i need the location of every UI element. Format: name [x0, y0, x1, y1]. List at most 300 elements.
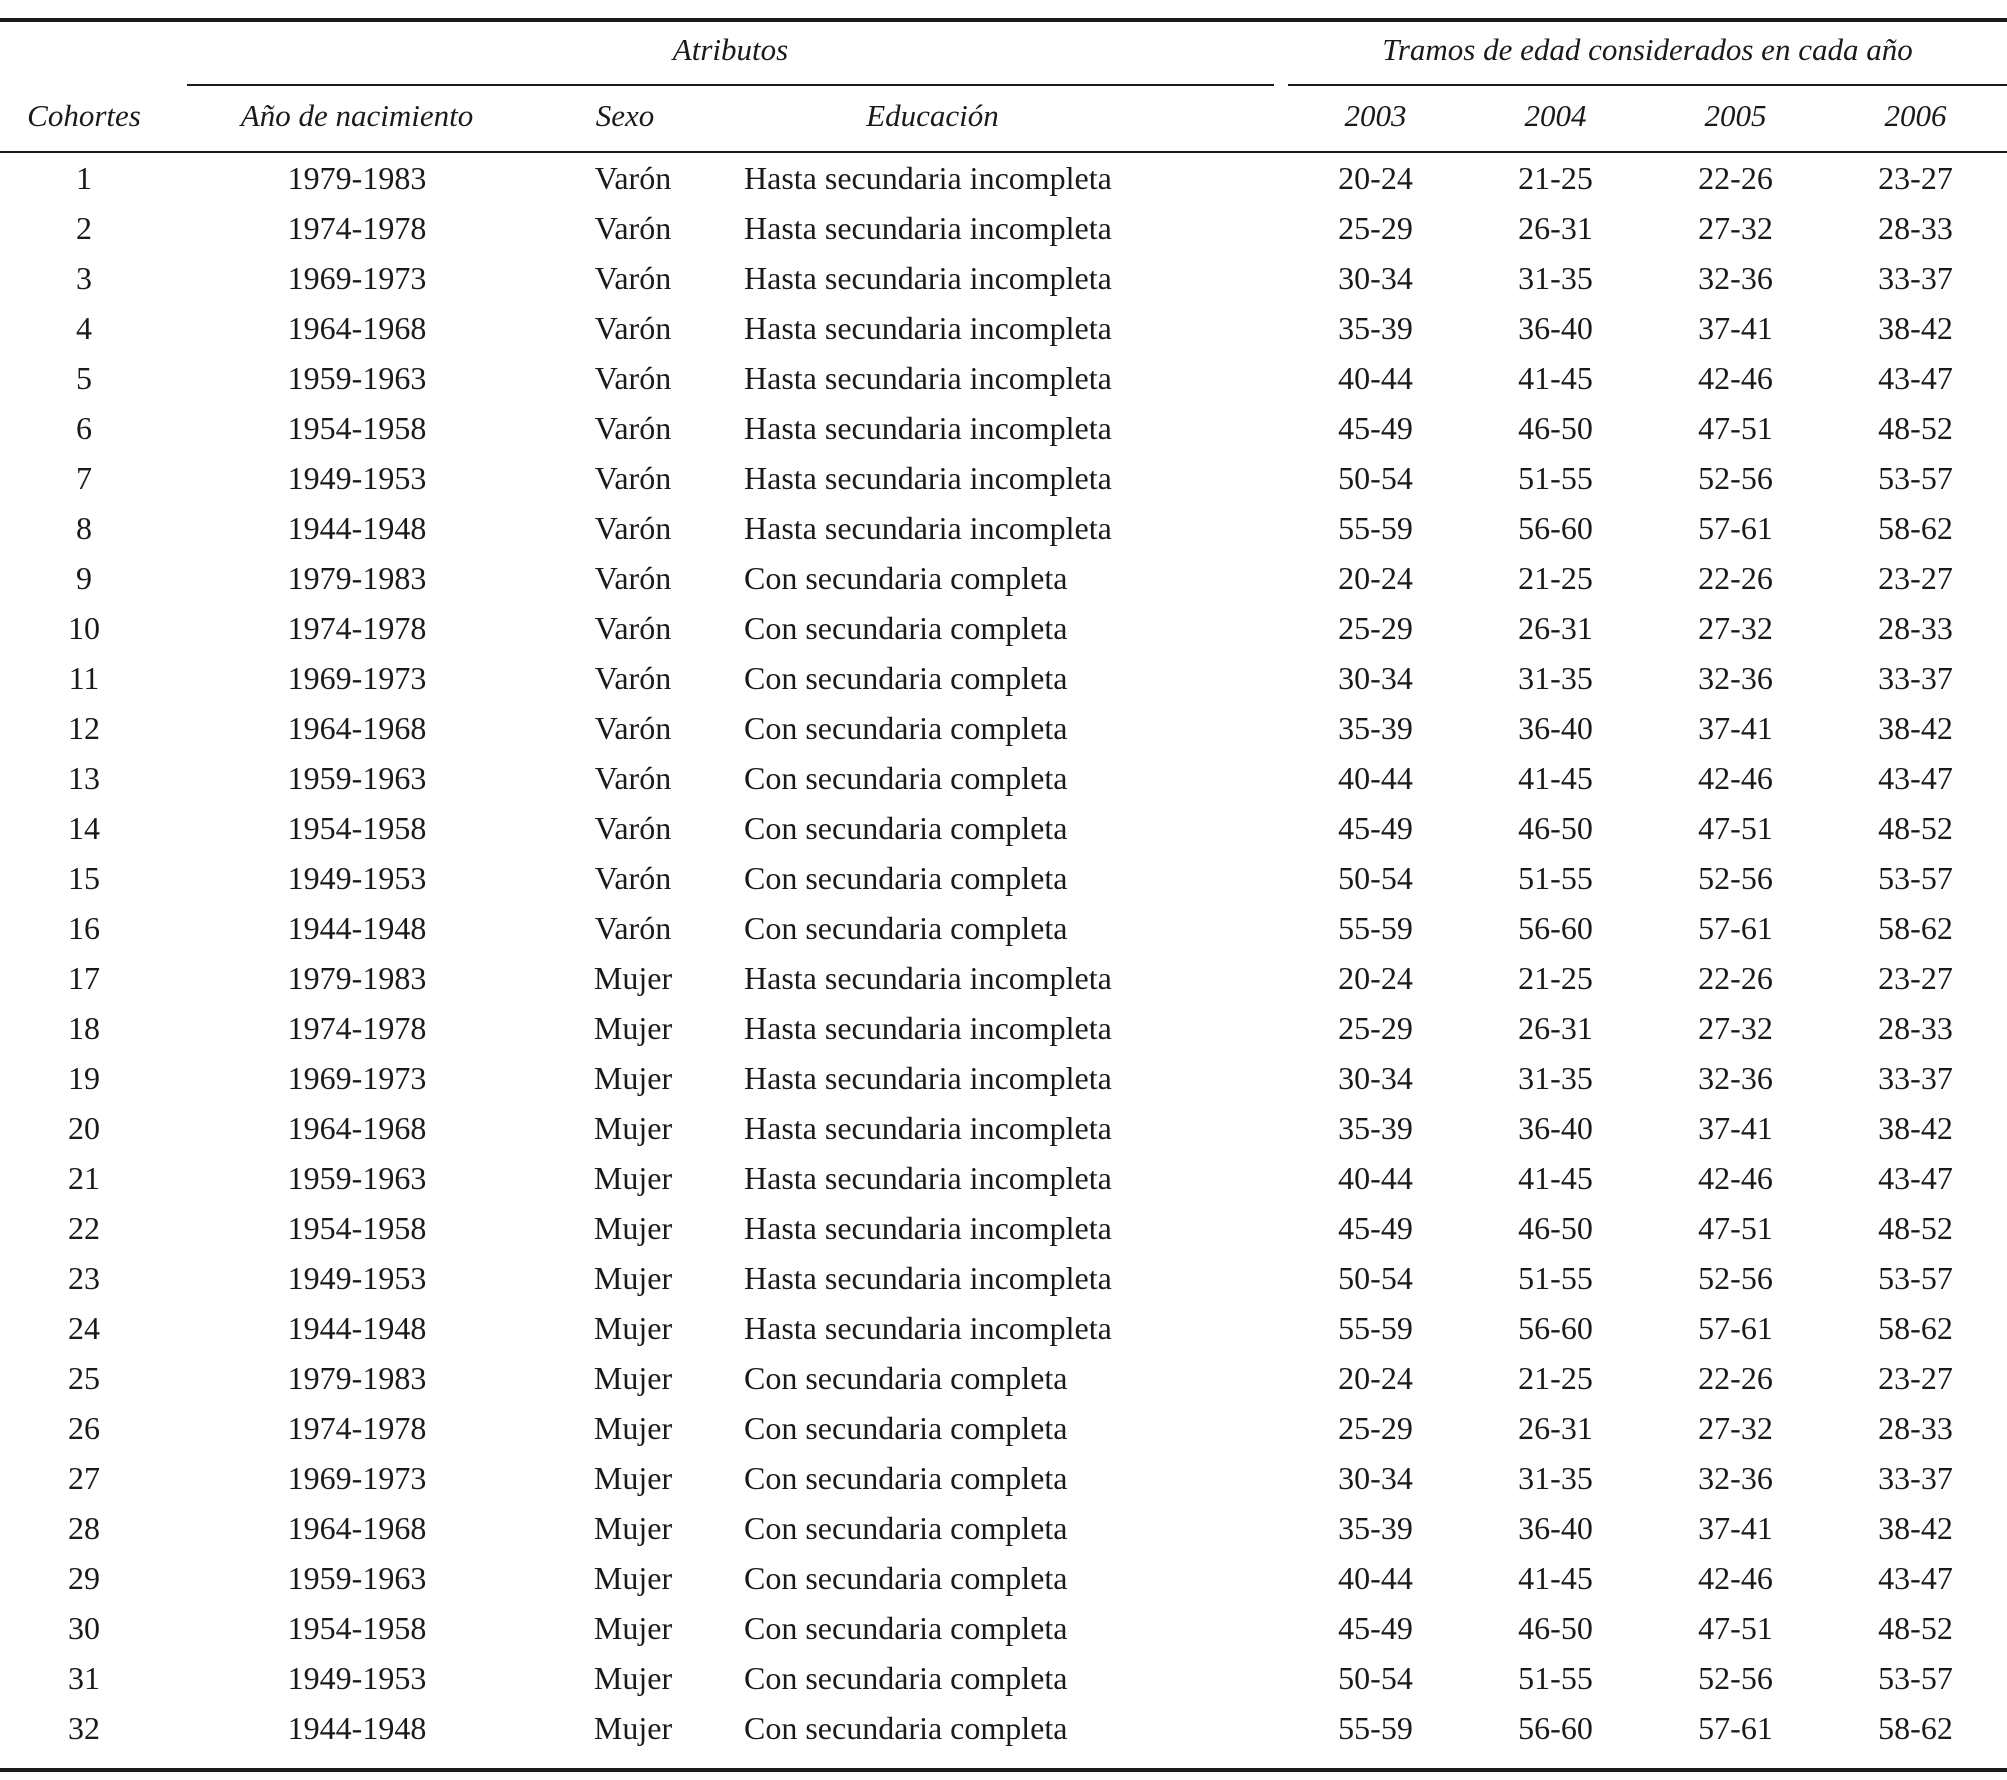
tramo-2004-cell: 51-55	[1518, 1660, 1593, 1696]
sexo-cell: Varón	[594, 410, 672, 446]
sexo-cell: Mujer	[593, 1310, 673, 1346]
tramo-2006-cell: 28-33	[1878, 1010, 1953, 1046]
cohorte-cell: 31	[68, 1660, 100, 1696]
tramo-2005-cell: 22-26	[1698, 960, 1773, 996]
tramo-2005-cell: 57-61	[1698, 1710, 1773, 1746]
tramo-2006-cell: 28-33	[1878, 1410, 1953, 1446]
cohorte-cell: 28	[68, 1510, 100, 1546]
tramo-2004-cell: 21-25	[1518, 160, 1593, 196]
educacion-cell: Hasta secundaria incompleta	[744, 260, 1112, 296]
educacion-cell: Hasta secundaria incompleta	[744, 1210, 1112, 1246]
table-row	[0, 508, 2007, 558]
tramo-2004-cell: 46-50	[1518, 1610, 1593, 1646]
cohorte-cell: 1	[76, 160, 92, 196]
anio-nacimiento-cell: 1949-1953	[287, 1660, 427, 1696]
tramo-2004-cell: 41-45	[1518, 360, 1593, 396]
cohorte-cell: 11	[68, 660, 100, 696]
table-row	[0, 1658, 2007, 1708]
tramo-2004-cell: 36-40	[1518, 1110, 1593, 1146]
tramo-2006-cell: 33-37	[1878, 1060, 1953, 1096]
tramo-2004-cell: 51-55	[1518, 860, 1593, 896]
table-bottom-rule	[0, 1768, 2007, 1772]
tramo-2004-cell: 56-60	[1518, 1710, 1593, 1746]
tramo-2005-cell: 52-56	[1698, 1660, 1773, 1696]
tramo-2006-cell: 48-52	[1878, 1610, 1953, 1646]
tramo-2004-cell: 41-45	[1518, 1160, 1593, 1196]
tramo-2005-cell: 47-51	[1698, 810, 1773, 846]
tramo-2003-cell: 55-59	[1338, 1710, 1413, 1746]
tramo-2005-cell: 47-51	[1698, 410, 1773, 446]
anio-nacimiento-cell: 1969-1973	[287, 1460, 427, 1496]
educacion-cell: Con secundaria completa	[744, 560, 1068, 596]
tramo-2005-cell: 57-61	[1698, 910, 1773, 946]
educacion-cell: Con secundaria completa	[744, 1560, 1068, 1596]
tramo-2004-cell: 46-50	[1518, 1210, 1593, 1246]
educacion-cell: Con secundaria completa	[744, 760, 1068, 796]
column-header-2003: 2003	[1344, 98, 1407, 133]
anio-nacimiento-cell: 1944-1948	[287, 910, 427, 946]
tramo-2005-cell: 37-41	[1698, 1110, 1773, 1146]
tramo-2005-cell: 42-46	[1698, 1560, 1773, 1596]
tramo-2005-cell: 52-56	[1698, 860, 1773, 896]
table-row	[0, 408, 2007, 458]
tramo-2003-cell: 20-24	[1338, 160, 1413, 196]
cohorte-cell: 14	[68, 810, 100, 846]
tramo-2003-cell: 50-54	[1338, 460, 1413, 496]
tramo-2006-cell: 43-47	[1878, 760, 1953, 796]
tramo-2003-cell: 45-49	[1338, 810, 1413, 846]
cohorte-cell: 13	[68, 760, 100, 796]
educacion-cell: Hasta secundaria incompleta	[744, 960, 1112, 996]
table-row	[0, 1058, 2007, 1108]
anio-nacimiento-cell: 1944-1948	[287, 510, 427, 546]
tramo-2004-cell: 36-40	[1518, 1510, 1593, 1546]
tramo-2004-cell: 31-35	[1518, 260, 1593, 296]
tramo-2006-cell: 53-57	[1878, 1660, 1953, 1696]
tramo-2006-cell: 23-27	[1878, 160, 1953, 196]
anio-nacimiento-cell: 1979-1983	[287, 1360, 427, 1396]
tramo-2006-cell: 43-47	[1878, 360, 1953, 396]
tramo-2006-cell: 43-47	[1878, 1160, 1953, 1196]
anio-nacimiento-cell: 1949-1953	[287, 1260, 427, 1296]
educacion-cell: Hasta secundaria incompleta	[744, 1060, 1112, 1096]
table-row	[0, 258, 2007, 308]
table-row	[0, 1108, 2007, 1158]
tramo-2006-cell: 28-33	[1878, 610, 1953, 646]
tramo-2006-cell: 48-52	[1878, 810, 1953, 846]
sexo-cell: Mujer	[593, 1660, 673, 1696]
anio-nacimiento-cell: 1959-1963	[287, 760, 427, 796]
tramo-2005-cell: 22-26	[1698, 160, 1773, 196]
tramo-2006-cell: 48-52	[1878, 410, 1953, 446]
column-header-cohortes: Cohortes	[27, 98, 141, 133]
cohorte-cell: 26	[68, 1410, 100, 1446]
tramo-2004-cell: 26-31	[1518, 1410, 1593, 1446]
tramo-2005-cell: 27-32	[1698, 1410, 1773, 1446]
tramo-2003-cell: 25-29	[1338, 1010, 1413, 1046]
tramo-2006-cell: 43-47	[1878, 1560, 1953, 1596]
cohorte-cell: 22	[68, 1210, 100, 1246]
header-bottom-rule	[0, 151, 2007, 153]
tramo-2003-cell: 50-54	[1338, 1260, 1413, 1296]
educacion-cell: Con secundaria completa	[744, 1510, 1068, 1546]
sexo-cell: Varón	[594, 210, 672, 246]
educacion-cell: Con secundaria completa	[744, 1710, 1068, 1746]
cohorte-cell: 16	[68, 910, 100, 946]
educacion-cell: Hasta secundaria incompleta	[744, 410, 1112, 446]
tramo-2003-cell: 35-39	[1338, 1110, 1413, 1146]
tramo-2003-cell: 30-34	[1338, 1060, 1413, 1096]
sexo-cell: Mujer	[593, 1360, 673, 1396]
tramo-2005-cell: 27-32	[1698, 1010, 1773, 1046]
tramo-2006-cell: 33-37	[1878, 660, 1953, 696]
tramo-2004-cell: 31-35	[1518, 660, 1593, 696]
tramo-2004-cell: 41-45	[1518, 1560, 1593, 1596]
tramo-2006-cell: 53-57	[1878, 460, 1953, 496]
anio-nacimiento-cell: 1964-1968	[287, 1110, 427, 1146]
sexo-cell: Mujer	[593, 1110, 673, 1146]
table-row	[0, 708, 2007, 758]
tramo-2004-cell: 51-55	[1518, 460, 1593, 496]
tramo-2006-cell: 38-42	[1878, 1110, 1953, 1146]
anio-nacimiento-cell: 1959-1963	[287, 1560, 427, 1596]
tramo-2003-cell: 45-49	[1338, 410, 1413, 446]
educacion-cell: Con secundaria completa	[744, 910, 1068, 946]
table-row	[0, 858, 2007, 908]
tramo-2005-cell: 22-26	[1698, 1360, 1773, 1396]
tramo-2005-cell: 22-26	[1698, 560, 1773, 596]
tramo-2006-cell: 23-27	[1878, 560, 1953, 596]
sexo-cell: Varón	[594, 910, 672, 946]
tramo-2003-cell: 55-59	[1338, 910, 1413, 946]
table-top-rule	[0, 18, 2007, 22]
tramo-2006-cell: 53-57	[1878, 1260, 1953, 1296]
tramo-2005-cell: 32-36	[1698, 1060, 1773, 1096]
table-row	[0, 758, 2007, 808]
tramo-2004-cell: 36-40	[1518, 310, 1593, 346]
table-row	[0, 1708, 2007, 1758]
cohorte-cell: 19	[68, 1060, 100, 1096]
group-header-atributos: Atributos	[672, 32, 789, 67]
sexo-cell: Mujer	[593, 1510, 673, 1546]
tramo-2005-cell: 32-36	[1698, 260, 1773, 296]
tramo-2003-cell: 50-54	[1338, 1660, 1413, 1696]
cohorte-cell: 8	[76, 510, 92, 546]
anio-nacimiento-cell: 1979-1983	[287, 960, 427, 996]
tramo-2005-cell: 47-51	[1698, 1610, 1773, 1646]
table-row	[0, 1258, 2007, 1308]
tramo-2006-cell: 33-37	[1878, 260, 1953, 296]
educacion-cell: Hasta secundaria incompleta	[744, 360, 1112, 396]
tramo-2004-cell: 26-31	[1518, 1010, 1593, 1046]
tramo-2004-cell: 56-60	[1518, 510, 1593, 546]
sexo-cell: Mujer	[593, 1560, 673, 1596]
tramo-2005-cell: 37-41	[1698, 310, 1773, 346]
tramo-2003-cell: 35-39	[1338, 310, 1413, 346]
sexo-cell: Varón	[594, 310, 672, 346]
cohorte-cell: 15	[68, 860, 100, 896]
tramo-2004-cell: 26-31	[1518, 610, 1593, 646]
tramo-2005-cell: 57-61	[1698, 1310, 1773, 1346]
tramo-2003-cell: 35-39	[1338, 1510, 1413, 1546]
tramo-2004-cell: 21-25	[1518, 1360, 1593, 1396]
anio-nacimiento-cell: 1954-1958	[287, 810, 427, 846]
anio-nacimiento-cell: 1969-1973	[287, 660, 427, 696]
tramo-2003-cell: 25-29	[1338, 210, 1413, 246]
tramo-2004-cell: 41-45	[1518, 760, 1593, 796]
table-row	[0, 358, 2007, 408]
table-row	[0, 158, 2007, 208]
sexo-cell: Varón	[594, 610, 672, 646]
anio-nacimiento-cell: 1969-1973	[287, 1060, 427, 1096]
anio-nacimiento-cell: 1979-1983	[287, 560, 427, 596]
educacion-cell: Con secundaria completa	[744, 1660, 1068, 1696]
tramo-2006-cell: 58-62	[1878, 510, 1953, 546]
anio-nacimiento-cell: 1964-1968	[287, 1510, 427, 1546]
column-header-2006: 2006	[1884, 98, 1947, 133]
column-header-sexo: Sexo	[595, 98, 655, 133]
educacion-cell: Hasta secundaria incompleta	[744, 1310, 1112, 1346]
sexo-cell: Varón	[594, 510, 672, 546]
table-row	[0, 658, 2007, 708]
sexo-cell: Varón	[594, 710, 672, 746]
tramo-2005-cell: 32-36	[1698, 1460, 1773, 1496]
anio-nacimiento-cell: 1979-1983	[287, 160, 427, 196]
anio-nacimiento-cell: 1964-1968	[287, 310, 427, 346]
tramo-2006-cell: 48-52	[1878, 1210, 1953, 1246]
column-header-2004: 2004	[1524, 98, 1587, 133]
tramo-2005-cell: 57-61	[1698, 510, 1773, 546]
table-row	[0, 1508, 2007, 1558]
educacion-cell: Hasta secundaria incompleta	[744, 310, 1112, 346]
tramo-2006-cell: 38-42	[1878, 310, 1953, 346]
table-row	[0, 1158, 2007, 1208]
table-row	[0, 1408, 2007, 1458]
cohorte-cell: 7	[76, 460, 92, 496]
tramos-span-rule	[1288, 84, 2007, 86]
sexo-cell: Varón	[594, 660, 672, 696]
educacion-cell: Con secundaria completa	[744, 1360, 1068, 1396]
column-header-anio-nacimiento: Año de nacimiento	[240, 98, 474, 133]
table-row	[0, 1608, 2007, 1658]
educacion-cell: Con secundaria completa	[744, 810, 1068, 846]
educacion-cell: Con secundaria completa	[744, 710, 1068, 746]
sexo-cell: Mujer	[593, 960, 673, 996]
tramo-2003-cell: 55-59	[1338, 1310, 1413, 1346]
educacion-cell: Con secundaria completa	[744, 660, 1068, 696]
tramo-2003-cell: 45-49	[1338, 1210, 1413, 1246]
anio-nacimiento-cell: 1964-1968	[287, 710, 427, 746]
tramo-2004-cell: 21-25	[1518, 960, 1593, 996]
tramo-2004-cell: 26-31	[1518, 210, 1593, 246]
cohorte-cell: 20	[68, 1110, 100, 1146]
cohorte-cell: 17	[68, 960, 100, 996]
sexo-cell: Varón	[594, 160, 672, 196]
anio-nacimiento-cell: 1974-1978	[287, 610, 427, 646]
tramo-2004-cell: 46-50	[1518, 410, 1593, 446]
tramo-2005-cell: 42-46	[1698, 1160, 1773, 1196]
educacion-cell: Hasta secundaria incompleta	[744, 1110, 1112, 1146]
tramo-2005-cell: 47-51	[1698, 1210, 1773, 1246]
tramo-2003-cell: 45-49	[1338, 1610, 1413, 1646]
table-row	[0, 458, 2007, 508]
tramo-2003-cell: 25-29	[1338, 610, 1413, 646]
sexo-cell: Mujer	[593, 1710, 673, 1746]
cohorte-cell: 6	[76, 410, 92, 446]
cohorte-cell: 24	[68, 1310, 100, 1346]
sexo-cell: Mujer	[593, 1460, 673, 1496]
cohorte-cell: 25	[68, 1360, 100, 1396]
educacion-cell: Hasta secundaria incompleta	[744, 1160, 1112, 1196]
cohorte-cell: 30	[68, 1610, 100, 1646]
anio-nacimiento-cell: 1974-1978	[287, 1010, 427, 1046]
tramo-2003-cell: 40-44	[1338, 360, 1413, 396]
anio-nacimiento-cell: 1944-1948	[287, 1710, 427, 1746]
sexo-cell: Mujer	[593, 1060, 673, 1096]
educacion-cell: Hasta secundaria incompleta	[744, 1010, 1112, 1046]
educacion-cell: Con secundaria completa	[744, 1610, 1068, 1646]
tramo-2004-cell: 31-35	[1518, 1060, 1593, 1096]
educacion-cell: Con secundaria completa	[744, 1410, 1068, 1446]
tramo-2005-cell: 52-56	[1698, 460, 1773, 496]
cohorte-cell: 3	[76, 260, 92, 296]
column-header-2005: 2005	[1704, 98, 1767, 133]
cohorte-cell: 9	[76, 560, 92, 596]
tramo-2004-cell: 56-60	[1518, 910, 1593, 946]
table-row	[0, 1308, 2007, 1358]
cohorte-cell: 29	[68, 1560, 100, 1596]
table-row	[0, 608, 2007, 658]
tramo-2004-cell: 21-25	[1518, 560, 1593, 596]
table-row	[0, 1008, 2007, 1058]
atributos-span-rule	[187, 84, 1274, 86]
cohorte-cell: 32	[68, 1710, 100, 1746]
tramo-2003-cell: 50-54	[1338, 860, 1413, 896]
table-row	[0, 808, 2007, 858]
tramo-2006-cell: 23-27	[1878, 960, 1953, 996]
anio-nacimiento-cell: 1949-1953	[287, 460, 427, 496]
table-row	[0, 558, 2007, 608]
tramo-2003-cell: 20-24	[1338, 1360, 1413, 1396]
column-header-educacion: Educación	[866, 98, 999, 133]
tramo-2006-cell: 38-42	[1878, 710, 1953, 746]
educacion-cell: Con secundaria completa	[744, 610, 1068, 646]
cohorte-cell: 10	[68, 610, 100, 646]
sexo-cell: Varón	[594, 360, 672, 396]
sexo-cell: Varón	[594, 260, 672, 296]
educacion-cell: Hasta secundaria incompleta	[744, 160, 1112, 196]
tramo-2004-cell: 46-50	[1518, 810, 1593, 846]
educacion-cell: Hasta secundaria incompleta	[744, 510, 1112, 546]
tramo-2004-cell: 51-55	[1518, 1260, 1593, 1296]
tramo-2003-cell: 40-44	[1338, 1160, 1413, 1196]
tramo-2003-cell: 40-44	[1338, 760, 1413, 796]
tramo-2005-cell: 42-46	[1698, 760, 1773, 796]
tramo-2003-cell: 30-34	[1338, 660, 1413, 696]
educacion-cell: Hasta secundaria incompleta	[744, 460, 1112, 496]
anio-nacimiento-cell: 1959-1963	[287, 1160, 427, 1196]
table-body	[0, 158, 2007, 1758]
cohorte-cell: 27	[68, 1460, 100, 1496]
cohorte-cell: 18	[68, 1010, 100, 1046]
anio-nacimiento-cell: 1959-1963	[287, 360, 427, 396]
table-row	[0, 1208, 2007, 1258]
tramo-2004-cell: 31-35	[1518, 1460, 1593, 1496]
tramo-2003-cell: 20-24	[1338, 960, 1413, 996]
sexo-cell: Mujer	[593, 1260, 673, 1296]
anio-nacimiento-cell: 1949-1953	[287, 860, 427, 896]
tramo-2006-cell: 23-27	[1878, 1360, 1953, 1396]
tramo-2004-cell: 56-60	[1518, 1310, 1593, 1346]
sexo-cell: Varón	[594, 810, 672, 846]
cohorte-cell: 5	[76, 360, 92, 396]
anio-nacimiento-cell: 1954-1958	[287, 1210, 427, 1246]
educacion-cell: Hasta secundaria incompleta	[744, 210, 1112, 246]
table-row	[0, 1558, 2007, 1608]
tramo-2006-cell: 33-37	[1878, 1460, 1953, 1496]
tramo-2006-cell: 38-42	[1878, 1510, 1953, 1546]
sexo-cell: Mujer	[593, 1010, 673, 1046]
tramo-2005-cell: 32-36	[1698, 660, 1773, 696]
educacion-cell: Con secundaria completa	[744, 1460, 1068, 1496]
tramo-2003-cell: 25-29	[1338, 1410, 1413, 1446]
tramo-2003-cell: 55-59	[1338, 510, 1413, 546]
tramo-2004-cell: 36-40	[1518, 710, 1593, 746]
anio-nacimiento-cell: 1954-1958	[287, 410, 427, 446]
tramo-2005-cell: 52-56	[1698, 1260, 1773, 1296]
group-header-tramos: Tramos de edad considerados en cada año	[1382, 32, 1913, 67]
educacion-cell: Con secundaria completa	[744, 860, 1068, 896]
cohorte-cell: 23	[68, 1260, 100, 1296]
cohorte-cell: 12	[68, 710, 100, 746]
anio-nacimiento-cell: 1974-1978	[287, 210, 427, 246]
tramo-2006-cell: 58-62	[1878, 910, 1953, 946]
tramo-2005-cell: 27-32	[1698, 610, 1773, 646]
tramo-2003-cell: 35-39	[1338, 710, 1413, 746]
tramo-2006-cell: 58-62	[1878, 1710, 1953, 1746]
tramo-2005-cell: 27-32	[1698, 210, 1773, 246]
sexo-cell: Varón	[594, 860, 672, 896]
anio-nacimiento-cell: 1974-1978	[287, 1410, 427, 1446]
sexo-cell: Varón	[594, 560, 672, 596]
table-row	[0, 208, 2007, 258]
tramo-2003-cell: 20-24	[1338, 560, 1413, 596]
sexo-cell: Varón	[594, 760, 672, 796]
tramo-2006-cell: 28-33	[1878, 210, 1953, 246]
table-row	[0, 958, 2007, 1008]
cohorte-cell: 21	[68, 1160, 100, 1196]
tramo-2003-cell: 30-34	[1338, 1460, 1413, 1496]
sexo-cell: Mujer	[593, 1610, 673, 1646]
sexo-cell: Mujer	[593, 1210, 673, 1246]
anio-nacimiento-cell: 1954-1958	[287, 1610, 427, 1646]
tramo-2003-cell: 30-34	[1338, 260, 1413, 296]
tramo-2005-cell: 37-41	[1698, 1510, 1773, 1546]
tramo-2005-cell: 37-41	[1698, 710, 1773, 746]
tramo-2005-cell: 42-46	[1698, 360, 1773, 396]
sexo-cell: Mujer	[593, 1160, 673, 1196]
tramo-2006-cell: 53-57	[1878, 860, 1953, 896]
tramo-2003-cell: 40-44	[1338, 1560, 1413, 1596]
anio-nacimiento-cell: 1944-1948	[287, 1310, 427, 1346]
sexo-cell: Mujer	[593, 1410, 673, 1446]
sexo-cell: Varón	[594, 460, 672, 496]
table-row	[0, 308, 2007, 358]
table-row	[0, 1358, 2007, 1408]
anio-nacimiento-cell: 1969-1973	[287, 260, 427, 296]
table-row	[0, 908, 2007, 958]
cohorte-cell: 4	[76, 310, 92, 346]
